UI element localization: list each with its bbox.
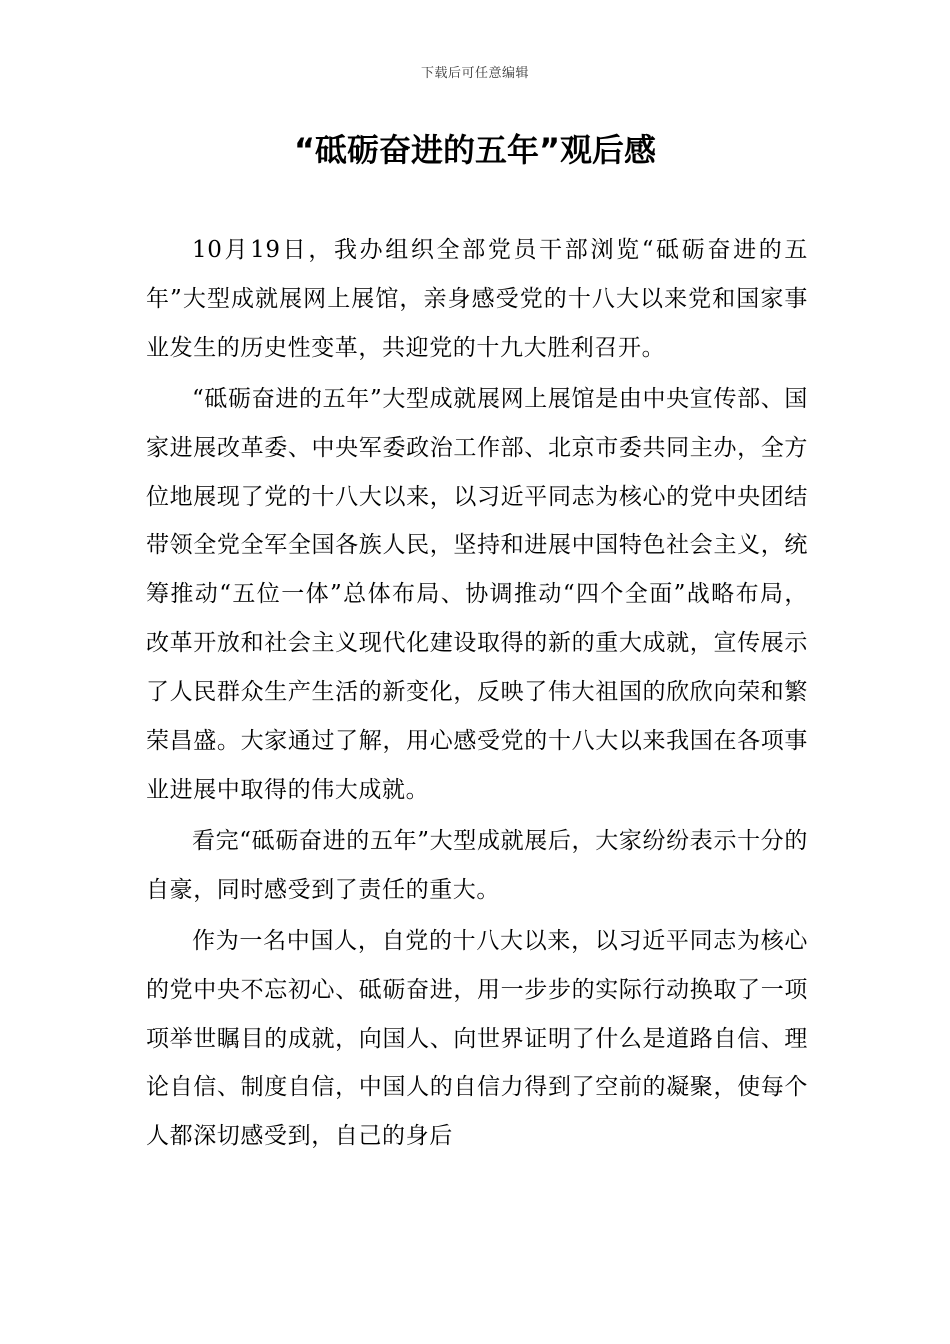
- paragraph-1: 10月19日，我办组织全部党员干部浏览“砥砺奋进的五年”大型成就展网上展馆，亲身感受党的十八大以来党和国家事业发生的历史性变革，共迎党的十九大胜利召开。: [146, 237, 808, 361]
- document-body: [146, 226, 808, 1163]
- paragraph-4: 作为一名中国人，自党的十八大以来，以习近平同志为核心的党中央不忘初心、砥砺奋进，用一步步的实际行动换取了一项项举世瞩目的成就，向国人、向世界证明了什么是道路自信、理论自信、制度自信，中国人的自信力得到了空前的凝聚，使每个人都深切感受到，自己的身后: [146, 927, 808, 1150]
- document-title: “砥砺奋进的五年”观后感: [293, 131, 657, 169]
- header-note: 下载后可任意编辑: [420, 66, 529, 81]
- paragraph-2: “砥砺奋进的五年”大型成就展网上展馆是由中央宣传部、国家进展改革委、中央军委政治工作部、北京市委共同主办，全方位地展现了党的十八大以来，以习近平同志为核心的党中央团结带领全党全军全国各族人民，坚持和进展中国特色社会主义，统筹推动“五位一体”总体布局、协调推动“四个全面”战略布局，改革开放和社会主义现代化建设取得的新的重大成就，宣传展示了人民群众生产生活的新变化，反映了伟大祖国的欣欣向荣和繁荣昌盛。大家通过了解，用心感受党的十八大以来我国在各项事业进展中取得的伟大成就。: [146, 385, 808, 803]
- paragraph-3: 看完“砥砺奋进的五年”大型成就展后，大家纷纷表示十分的自豪，同时感受到了责任的重大。: [146, 827, 808, 903]
